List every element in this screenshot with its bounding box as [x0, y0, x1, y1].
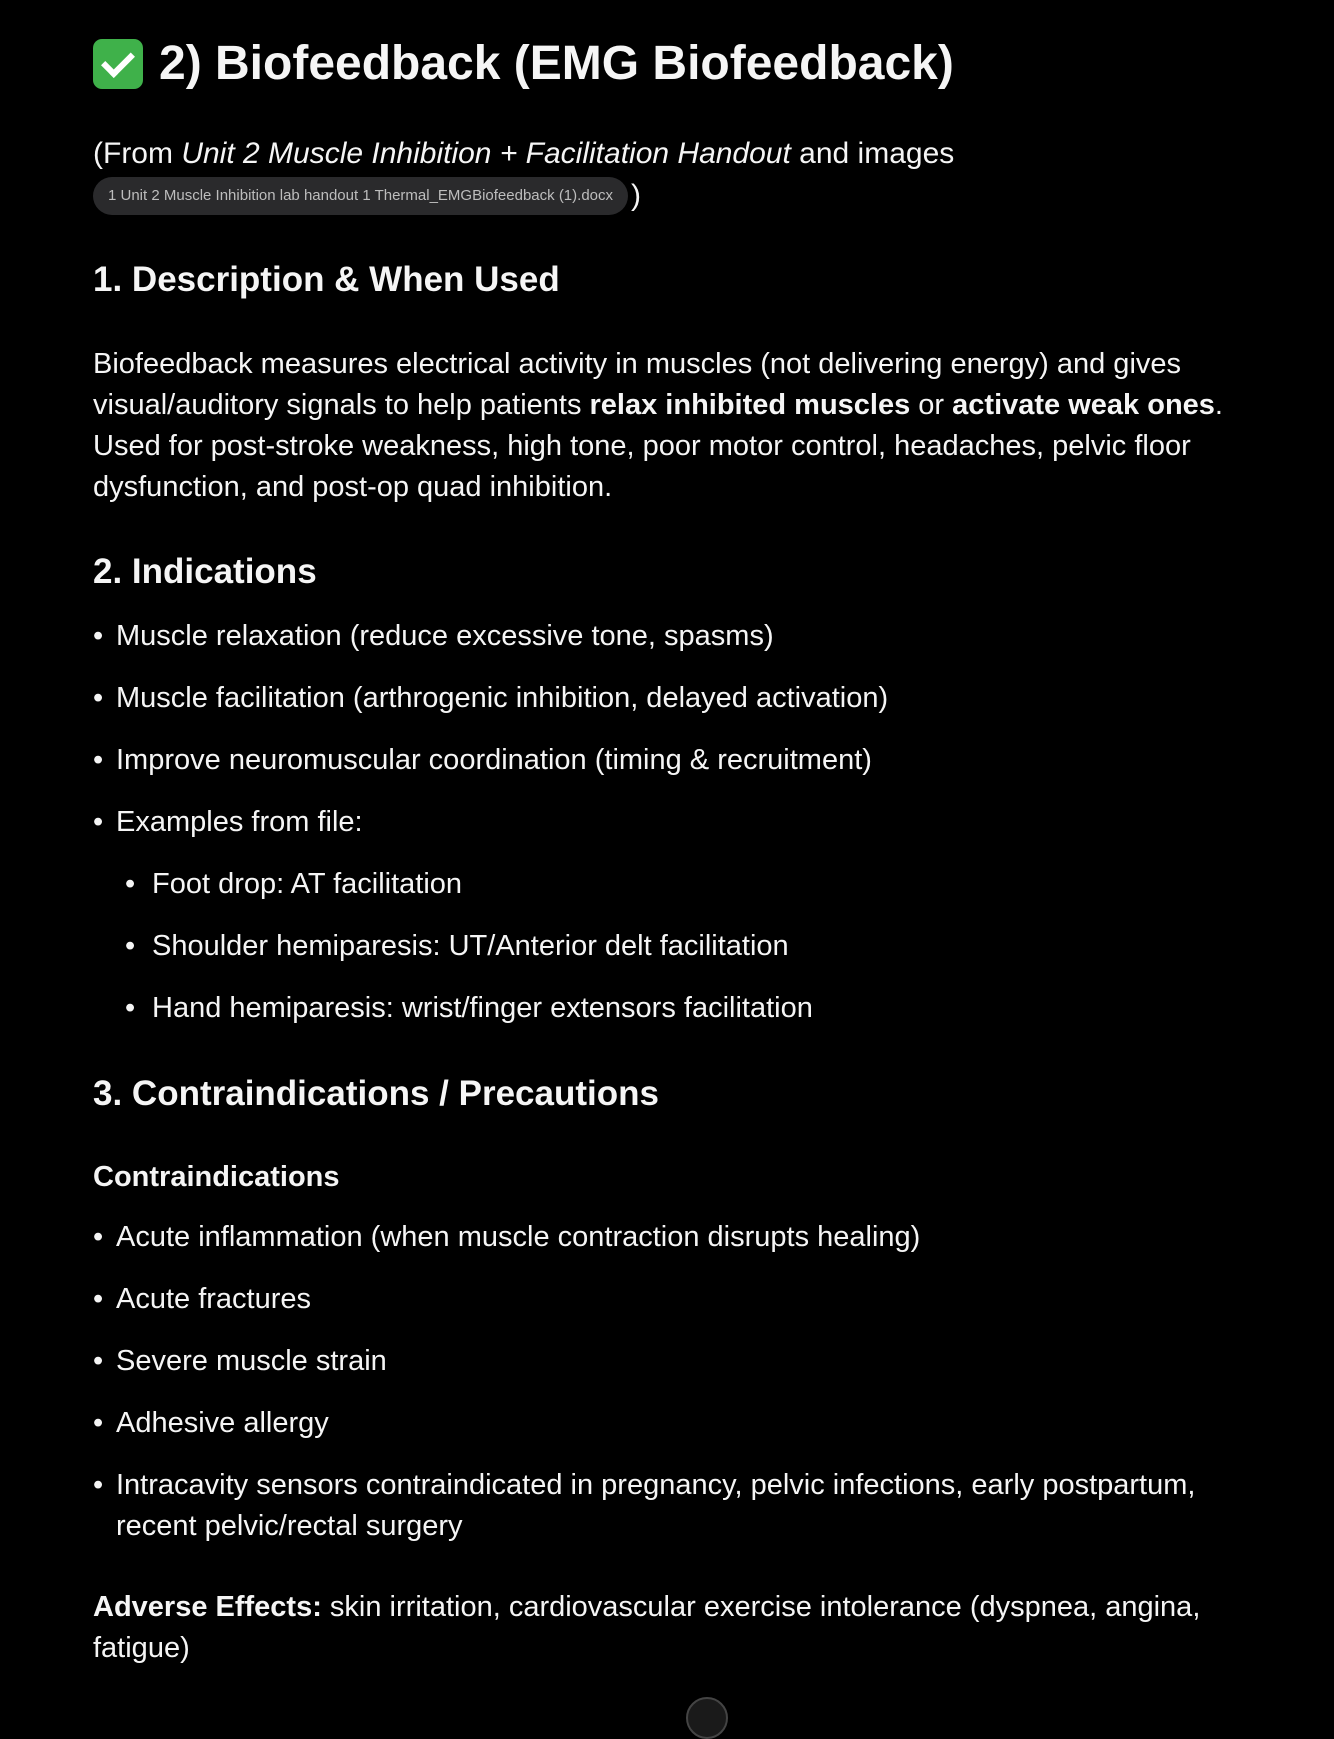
page-title — [93, 34, 954, 94]
file-citation-chip[interactable]: 1 Unit 2 Muscle Inhibition lab handout 1 Thermal_EMGBiofeedback (1).docx — [93, 177, 628, 215]
section-heading-description: 1. Description & When Used — [93, 260, 560, 299]
source-line — [93, 134, 954, 174]
page-title-text: 2) Biofeedback (EMG Biofeedback) — [159, 37, 954, 90]
section-heading-indications: 2. Indications — [93, 552, 317, 591]
description-paragraph: Biofeedback measures electrical activity in muscles (not delivering energy) and gives visual/auditory signals to help patients relax inhibited muscles or activate weak ones. Used for post-stroke weakness, high tone, poor motor control, headaches, pelvic floor dysfunction, and post-op quad inhibition. — [93, 348, 1223, 503]
source-suffix: and images — [790, 137, 955, 170]
section-heading-contraindications: 3. Contraindications / Precautions — [93, 1074, 659, 1113]
bold-relax-inhibited: relax inhibited muscles — [589, 389, 911, 421]
adverse-effects-paragraph: Adverse Effects: skin irritation, cardiovascular exercise intolerance (dyspnea, angina, fatigue) — [93, 1591, 1201, 1664]
bold-activate-weak: activate weak ones — [952, 389, 1215, 421]
scroll-down-button[interactable] — [686, 1697, 728, 1739]
source-line-2 — [93, 176, 641, 216]
source-prefix: (From — [93, 137, 182, 170]
check-mark-button-icon — [93, 39, 143, 89]
adverse-effects-label: Adverse Effects: — [93, 1591, 322, 1623]
source-doc-title: Unit 2 Muscle Inhibition + Facilitation Handout — [181, 137, 791, 170]
source-close-paren: ) — [631, 179, 641, 212]
subheading-contraindications: Contraindications — [93, 1161, 340, 1193]
